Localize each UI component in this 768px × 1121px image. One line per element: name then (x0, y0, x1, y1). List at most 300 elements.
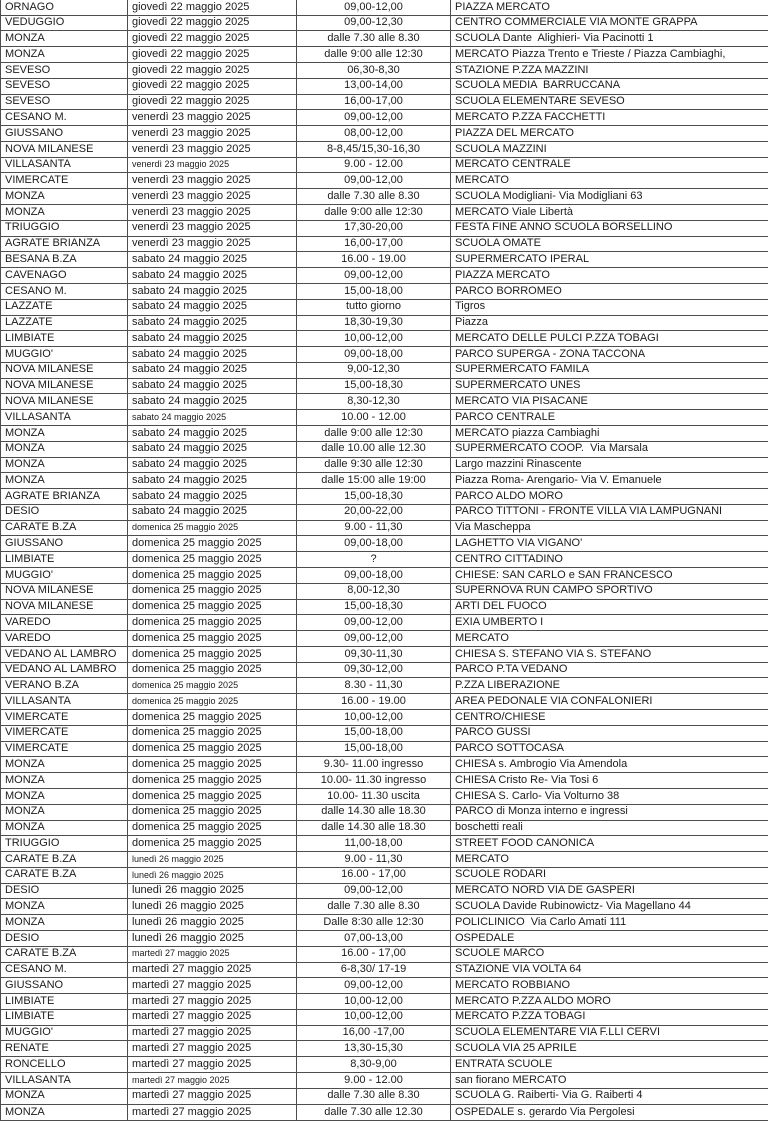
table-row (1, 820, 768, 836)
date-cell: giovedì 22 maggio 2025 (128, 15, 297, 31)
date-cell: giovedì 22 maggio 2025 (128, 63, 297, 79)
date-cell: domenica 25 maggio 2025 (128, 646, 297, 662)
location-cell: MERCATO ROBBIANO (451, 978, 768, 994)
time-cell: Dalle 8:30 alle 12:30 (297, 915, 451, 931)
date-cell: domenica 25 maggio 2025 (128, 725, 297, 741)
date-cell: venerdì 23 maggio 2025 (128, 141, 297, 157)
time-cell: 10,00-12,00 (297, 1009, 451, 1025)
table-row (1, 347, 768, 363)
table-row (1, 378, 768, 394)
city-cell: DESIO (1, 504, 128, 520)
time-cell: 16.00 - 19.00 (297, 694, 451, 710)
time-cell: 09,00-18,00 (297, 568, 451, 584)
time-cell: dalle 14.30 alle 18.30 (297, 820, 451, 836)
city-cell: LAZZATE (1, 315, 128, 331)
time-cell: dalle 10.00 alle 12.30 (297, 441, 451, 457)
location-cell: PARCO BORROMEO (451, 283, 768, 299)
table-row (1, 473, 768, 489)
time-cell: 09,30-12,00 (297, 662, 451, 678)
location-cell: STAZIONE P.ZZA MAZZINI (451, 63, 768, 79)
time-cell: 09,00-12,30 (297, 15, 451, 31)
city-cell: NOVA MILANESE (1, 394, 128, 410)
time-cell: dalle 9:00 alle 12:30 (297, 205, 451, 221)
location-cell: MERCATO NORD VIA DE GASPERI (451, 883, 768, 899)
time-cell: 20,00-22,00 (297, 504, 451, 520)
time-cell: 9.00 - 11,30 (297, 852, 451, 868)
location-cell: SUPERMERCATO IPERAL (451, 252, 768, 268)
location-cell: MERCATO (451, 631, 768, 647)
time-cell: dalle 9:30 alle 12:30 (297, 457, 451, 473)
city-cell: VEDANO AL LAMBRO (1, 662, 128, 678)
date-cell: domenica 25 maggio 2025 (128, 583, 297, 599)
time-cell: 10.00 - 12.00 (297, 410, 451, 426)
table-row (1, 631, 768, 647)
table-row (1, 220, 768, 236)
date-cell: giovedì 22 maggio 2025 (128, 31, 297, 47)
date-cell: sabato 24 maggio 2025 (128, 268, 297, 284)
date-cell: domenica 25 maggio 2025 (128, 662, 297, 678)
table-row (1, 1088, 768, 1104)
time-cell: 15,00-18,30 (297, 599, 451, 615)
date-cell: lunedì 26 maggio 2025 (128, 867, 297, 883)
table-row (1, 268, 768, 284)
location-cell: san fiorano MERCATO (451, 1073, 768, 1089)
table-row (1, 173, 768, 189)
location-cell: CENTRO COMMERCIALE VIA MONTE GRAPPA (451, 15, 768, 31)
date-cell: sabato 24 maggio 2025 (128, 457, 297, 473)
location-cell: SUPERMERCATO UNES (451, 378, 768, 394)
city-cell: MONZA (1, 425, 128, 441)
location-cell: ENTRATA SCUOLE (451, 1057, 768, 1073)
time-cell: 8,30-9,00 (297, 1057, 451, 1073)
location-cell: MERCATO Viale Libertà (451, 205, 768, 221)
date-cell: domenica 25 maggio 2025 (128, 552, 297, 568)
table-row (1, 568, 768, 584)
city-cell: GIUSSANO (1, 536, 128, 552)
table-row (1, 915, 768, 931)
city-cell: MONZA (1, 773, 128, 789)
city-cell: VILLASANTA (1, 157, 128, 173)
location-cell: PIAZZA MERCATO (451, 268, 768, 284)
date-cell: giovedì 22 maggio 2025 (128, 94, 297, 110)
location-cell: EXIA UMBERTO I (451, 615, 768, 631)
city-cell: MONZA (1, 441, 128, 457)
table-row (1, 552, 768, 568)
table-row (1, 788, 768, 804)
date-cell: lunedì 26 maggio 2025 (128, 915, 297, 931)
location-cell: PARCO CENTRALE (451, 410, 768, 426)
location-cell: MERCATO (451, 852, 768, 868)
location-cell: CENTRO CITTADINO (451, 552, 768, 568)
location-cell: MERCATO Piazza Trento e Trieste / Piazza Cambiaghi, (451, 47, 768, 63)
location-cell: PIAZZA DEL MERCATO (451, 126, 768, 142)
city-cell: MONZA (1, 788, 128, 804)
location-cell: SCUOLA Modigliani- Via Modigliani 63 (451, 189, 768, 205)
city-cell: MONZA (1, 1104, 128, 1120)
date-cell: martedì 27 maggio 2025 (128, 978, 297, 994)
date-cell: giovedì 22 maggio 2025 (128, 47, 297, 63)
time-cell: 09,00-12,00 (297, 173, 451, 189)
city-cell: MONZA (1, 31, 128, 47)
city-cell: GIUSSANO (1, 126, 128, 142)
time-cell: 09,00-12,00 (297, 110, 451, 126)
time-cell: 16.00 - 17,00 (297, 946, 451, 962)
city-cell: NOVA MILANESE (1, 583, 128, 599)
date-cell: domenica 25 maggio 2025 (128, 820, 297, 836)
table-row (1, 157, 768, 173)
location-cell: Piazza Roma- Arengario- Via V. Emanuele (451, 473, 768, 489)
time-cell: 15,00-18,30 (297, 378, 451, 394)
city-cell: CARATE B.ZA (1, 520, 128, 536)
location-cell: OSPEDALE s. gerardo Via Pergolesi (451, 1104, 768, 1120)
date-cell: sabato 24 maggio 2025 (128, 315, 297, 331)
city-cell: MONZA (1, 189, 128, 205)
table-row (1, 725, 768, 741)
time-cell: 06,30-8,30 (297, 63, 451, 79)
location-cell: PARCO TITTONI - FRONTE VILLA VIA LAMPUGNANI (451, 504, 768, 520)
time-cell: 09,00-12,00 (297, 615, 451, 631)
time-cell: 16,00 -17,00 (297, 1025, 451, 1041)
date-cell: domenica 25 maggio 2025 (128, 615, 297, 631)
city-cell: SEVESO (1, 78, 128, 94)
table-row (1, 757, 768, 773)
time-cell: tutto giorno (297, 299, 451, 315)
schedule-table-body (1, 0, 768, 1121)
city-cell: VAREDO (1, 631, 128, 647)
city-cell: RENATE (1, 1041, 128, 1057)
time-cell: 10.00- 11.30 uscita (297, 788, 451, 804)
city-cell: MONZA (1, 820, 128, 836)
location-cell: PARCO di Monza interno e ingressi (451, 804, 768, 820)
location-cell: SCUOLA Dante Alighieri- Via Pacinotti 1 (451, 31, 768, 47)
city-cell: VEDANO AL LAMBRO (1, 646, 128, 662)
table-row (1, 615, 768, 631)
date-cell: sabato 24 maggio 2025 (128, 362, 297, 378)
location-cell: MERCATO (451, 173, 768, 189)
city-cell: DESIO (1, 883, 128, 899)
time-cell: 15,00-18,30 (297, 489, 451, 505)
city-cell: MONZA (1, 899, 128, 915)
city-cell: AGRATE BRIANZA (1, 236, 128, 252)
time-cell: 17,30-20,00 (297, 220, 451, 236)
time-cell: dalle 7.30 alle 8.30 (297, 189, 451, 205)
city-cell: VILLASANTA (1, 694, 128, 710)
time-cell: 16.00 - 19.00 (297, 252, 451, 268)
date-cell: lunedì 26 maggio 2025 (128, 852, 297, 868)
date-cell: martedì 27 maggio 2025 (128, 1104, 297, 1120)
location-cell: LAGHETTO VIA VIGANO' (451, 536, 768, 552)
table-row (1, 946, 768, 962)
city-cell: VILLASANTA (1, 410, 128, 426)
location-cell: SCUOLE RODARI (451, 867, 768, 883)
date-cell: domenica 25 maggio 2025 (128, 568, 297, 584)
date-cell: sabato 24 maggio 2025 (128, 504, 297, 520)
city-cell: MONZA (1, 205, 128, 221)
city-cell: CARATE B.ZA (1, 852, 128, 868)
time-cell: 09,00-18,00 (297, 347, 451, 363)
city-cell: LIMBIATE (1, 994, 128, 1010)
table-row (1, 189, 768, 205)
date-cell: sabato 24 maggio 2025 (128, 425, 297, 441)
date-cell: domenica 25 maggio 2025 (128, 773, 297, 789)
table-row (1, 126, 768, 142)
time-cell: 16.00 - 17,00 (297, 867, 451, 883)
city-cell: LAZZATE (1, 299, 128, 315)
table-row (1, 441, 768, 457)
time-cell: dalle 9:00 alle 12:30 (297, 47, 451, 63)
location-cell: POLICLINICO Via Carlo Amati 111 (451, 915, 768, 931)
table-row (1, 1104, 768, 1120)
date-cell: venerdì 23 maggio 2025 (128, 173, 297, 189)
time-cell: 09,00-18,00 (297, 536, 451, 552)
table-row (1, 694, 768, 710)
location-cell: STAZIONE VIA VOLTA 64 (451, 962, 768, 978)
location-cell: SCUOLA VIA 25 APRILE (451, 1041, 768, 1057)
date-cell: sabato 24 maggio 2025 (128, 489, 297, 505)
table-row (1, 1041, 768, 1057)
table-row (1, 599, 768, 615)
location-cell: MERCATO P.ZZA FACCHETTI (451, 110, 768, 126)
date-cell: venerdì 23 maggio 2025 (128, 220, 297, 236)
city-cell: SEVESO (1, 63, 128, 79)
location-cell: CHIESA Cristo Re- Via Tosi 6 (451, 773, 768, 789)
time-cell: ? (297, 552, 451, 568)
date-cell: lunedì 26 maggio 2025 (128, 899, 297, 915)
time-cell: dalle 9:00 alle 12:30 (297, 425, 451, 441)
location-cell: SCUOLA OMATE (451, 236, 768, 252)
time-cell: dalle 14.30 alle 18.30 (297, 804, 451, 820)
table-row (1, 299, 768, 315)
date-cell: venerdì 23 maggio 2025 (128, 205, 297, 221)
date-cell: venerdì 23 maggio 2025 (128, 110, 297, 126)
time-cell: 09,30-11,30 (297, 646, 451, 662)
time-cell: 15,00-18,00 (297, 741, 451, 757)
city-cell: VIMERCATE (1, 741, 128, 757)
date-cell: domenica 25 maggio 2025 (128, 694, 297, 710)
date-cell: sabato 24 maggio 2025 (128, 378, 297, 394)
city-cell: NOVA MILANESE (1, 599, 128, 615)
time-cell: dalle 7.30 alle 8.30 (297, 31, 451, 47)
location-cell: SUPERMERCATO COOP. Via Marsala (451, 441, 768, 457)
city-cell: AGRATE BRIANZA (1, 489, 128, 505)
time-cell: dalle 7.30 alle 8.30 (297, 899, 451, 915)
time-cell: 13,00-14,00 (297, 78, 451, 94)
city-cell: RONCELLO (1, 1057, 128, 1073)
date-cell: sabato 24 maggio 2025 (128, 299, 297, 315)
table-row (1, 315, 768, 331)
table-row (1, 836, 768, 852)
table-row (1, 78, 768, 94)
city-cell: MONZA (1, 915, 128, 931)
location-cell: Piazza (451, 315, 768, 331)
location-cell: PARCO SUPERGA - ZONA TACCONA (451, 347, 768, 363)
table-row (1, 252, 768, 268)
date-cell: domenica 25 maggio 2025 (128, 536, 297, 552)
table-row (1, 457, 768, 473)
date-cell: giovedì 22 maggio 2025 (128, 78, 297, 94)
location-cell: STREET FOOD CANONICA (451, 836, 768, 852)
table-row (1, 283, 768, 299)
time-cell: 08,00-12,00 (297, 126, 451, 142)
location-cell: boschetti reali (451, 820, 768, 836)
table-row (1, 852, 768, 868)
city-cell: VEDUGGIO (1, 15, 128, 31)
date-cell: martedì 27 maggio 2025 (128, 946, 297, 962)
city-cell: LIMBIATE (1, 552, 128, 568)
date-cell: sabato 24 maggio 2025 (128, 394, 297, 410)
date-cell: domenica 25 maggio 2025 (128, 836, 297, 852)
location-cell: ARTI DEL FUOCO (451, 599, 768, 615)
city-cell: CAVENAGO (1, 268, 128, 284)
city-cell: MUGGIO' (1, 347, 128, 363)
city-cell: VIMERCATE (1, 725, 128, 741)
table-row (1, 883, 768, 899)
time-cell: 8-8,45/15,30-16,30 (297, 141, 451, 157)
city-cell: VAREDO (1, 615, 128, 631)
date-cell: martedì 27 maggio 2025 (128, 1073, 297, 1089)
time-cell: 18,30-19,30 (297, 315, 451, 331)
time-cell: 9.30- 11.00 ingresso (297, 757, 451, 773)
time-cell: 09,00-12,00 (297, 631, 451, 647)
location-cell: PARCO ALDO MORO (451, 489, 768, 505)
location-cell: CHIESA S. Carlo- Via Volturno 38 (451, 788, 768, 804)
table-row (1, 236, 768, 252)
table-row (1, 962, 768, 978)
city-cell: SEVESO (1, 94, 128, 110)
table-row (1, 1057, 768, 1073)
city-cell: TRIUGGIO (1, 220, 128, 236)
city-cell: CARATE B.ZA (1, 867, 128, 883)
date-cell: venerdì 23 maggio 2025 (128, 236, 297, 252)
location-cell: MERCATO VIA PISACANE (451, 394, 768, 410)
table-row (1, 205, 768, 221)
city-cell: CESANO M. (1, 962, 128, 978)
city-cell: CARATE B.ZA (1, 946, 128, 962)
time-cell: 15,00-18,00 (297, 283, 451, 299)
location-cell: SCUOLA G. Raiberti- Via G. Raiberti 4 (451, 1088, 768, 1104)
date-cell: venerdì 23 maggio 2025 (128, 189, 297, 205)
table-row (1, 141, 768, 157)
time-cell: dalle 7.30 alle 8.30 (297, 1088, 451, 1104)
city-cell: VIMERCATE (1, 173, 128, 189)
time-cell: 9.00 - 12.00 (297, 157, 451, 173)
city-cell: MUGGIO' (1, 568, 128, 584)
city-cell: DESIO (1, 930, 128, 946)
city-cell: MONZA (1, 457, 128, 473)
date-cell: venerdì 23 maggio 2025 (128, 126, 297, 142)
location-cell: OSPEDALE (451, 930, 768, 946)
table-row (1, 536, 768, 552)
table-row (1, 994, 768, 1010)
table-row (1, 362, 768, 378)
city-cell: CESANO M. (1, 283, 128, 299)
time-cell: 07,00-13,00 (297, 930, 451, 946)
location-cell: PARCO GUSSI (451, 725, 768, 741)
table-row (1, 804, 768, 820)
city-cell: TRIUGGIO (1, 836, 128, 852)
location-cell: FESTA FINE ANNO SCUOLA BORSELLINO (451, 220, 768, 236)
location-cell: SUPERNOVA RUN CAMPO SPORTIVO (451, 583, 768, 599)
city-cell: VERANO B.ZA (1, 678, 128, 694)
time-cell: 8,00-12,30 (297, 583, 451, 599)
city-cell: MONZA (1, 47, 128, 63)
table-row (1, 662, 768, 678)
table-row (1, 646, 768, 662)
location-cell: CHIESE: SAN CARLO e SAN FRANCESCO (451, 568, 768, 584)
time-cell: 8,30-12,30 (297, 394, 451, 410)
city-cell: MONZA (1, 757, 128, 773)
date-cell: lunedì 26 maggio 2025 (128, 930, 297, 946)
table-row (1, 31, 768, 47)
date-cell: sabato 24 maggio 2025 (128, 331, 297, 347)
location-cell: PARCO P.TA VEDANO (451, 662, 768, 678)
date-cell: sabato 24 maggio 2025 (128, 347, 297, 363)
table-row (1, 520, 768, 536)
time-cell: 09,00-12,00 (297, 883, 451, 899)
table-row (1, 1073, 768, 1089)
location-cell: CENTRO/CHIESE (451, 710, 768, 726)
city-cell: VILLASANTA (1, 1073, 128, 1089)
city-cell: MONZA (1, 473, 128, 489)
location-cell: MERCATO piazza Cambiaghi (451, 425, 768, 441)
date-cell: domenica 25 maggio 2025 (128, 520, 297, 536)
time-cell: 9.00 - 12.00 (297, 1073, 451, 1089)
location-cell: CHIESA s. Ambrogio Via Amendola (451, 757, 768, 773)
date-cell: sabato 24 maggio 2025 (128, 410, 297, 426)
date-cell: domenica 25 maggio 2025 (128, 631, 297, 647)
table-row (1, 63, 768, 79)
time-cell: 10.00- 11.30 ingresso (297, 773, 451, 789)
date-cell: domenica 25 maggio 2025 (128, 678, 297, 694)
date-cell: martedì 27 maggio 2025 (128, 1025, 297, 1041)
city-cell: LIMBIATE (1, 1009, 128, 1025)
city-cell: BESANA B.ZA (1, 252, 128, 268)
time-cell: dalle 15:00 alle 19:00 (297, 473, 451, 489)
city-cell: CESANO M. (1, 110, 128, 126)
location-cell: SCUOLA ELEMENTARE SEVESO (451, 94, 768, 110)
time-cell: 09,00-12,00 (297, 978, 451, 994)
table-row (1, 741, 768, 757)
date-cell: sabato 24 maggio 2025 (128, 283, 297, 299)
city-cell: ORNAGO (1, 0, 128, 15)
location-cell: Via Mascheppa (451, 520, 768, 536)
date-cell: lunedì 26 maggio 2025 (128, 883, 297, 899)
time-cell: 11,00-18,00 (297, 836, 451, 852)
date-cell: martedì 27 maggio 2025 (128, 1057, 297, 1073)
location-cell: MERCATO P.ZZA ALDO MORO (451, 994, 768, 1010)
table-row (1, 773, 768, 789)
location-cell: AREA PEDONALE VIA CONFALONIERI (451, 694, 768, 710)
location-cell: Tigros (451, 299, 768, 315)
time-cell: 8.30 - 11,30 (297, 678, 451, 694)
table-row (1, 0, 768, 15)
table-row (1, 1009, 768, 1025)
date-cell: domenica 25 maggio 2025 (128, 599, 297, 615)
time-cell: 10,00-12,00 (297, 994, 451, 1010)
table-row (1, 678, 768, 694)
table-row (1, 394, 768, 410)
date-cell: domenica 25 maggio 2025 (128, 788, 297, 804)
date-cell: martedì 27 maggio 2025 (128, 1009, 297, 1025)
table-row (1, 899, 768, 915)
location-cell: PARCO SOTTOCASA (451, 741, 768, 757)
location-cell: MERCATO CENTRALE (451, 157, 768, 173)
location-cell: SCUOLA ELEMENTARE VIA F.LLI CERVI (451, 1025, 768, 1041)
table-row (1, 410, 768, 426)
time-cell: 10,00-12,00 (297, 331, 451, 347)
time-cell: 16,00-17,00 (297, 94, 451, 110)
table-row (1, 978, 768, 994)
